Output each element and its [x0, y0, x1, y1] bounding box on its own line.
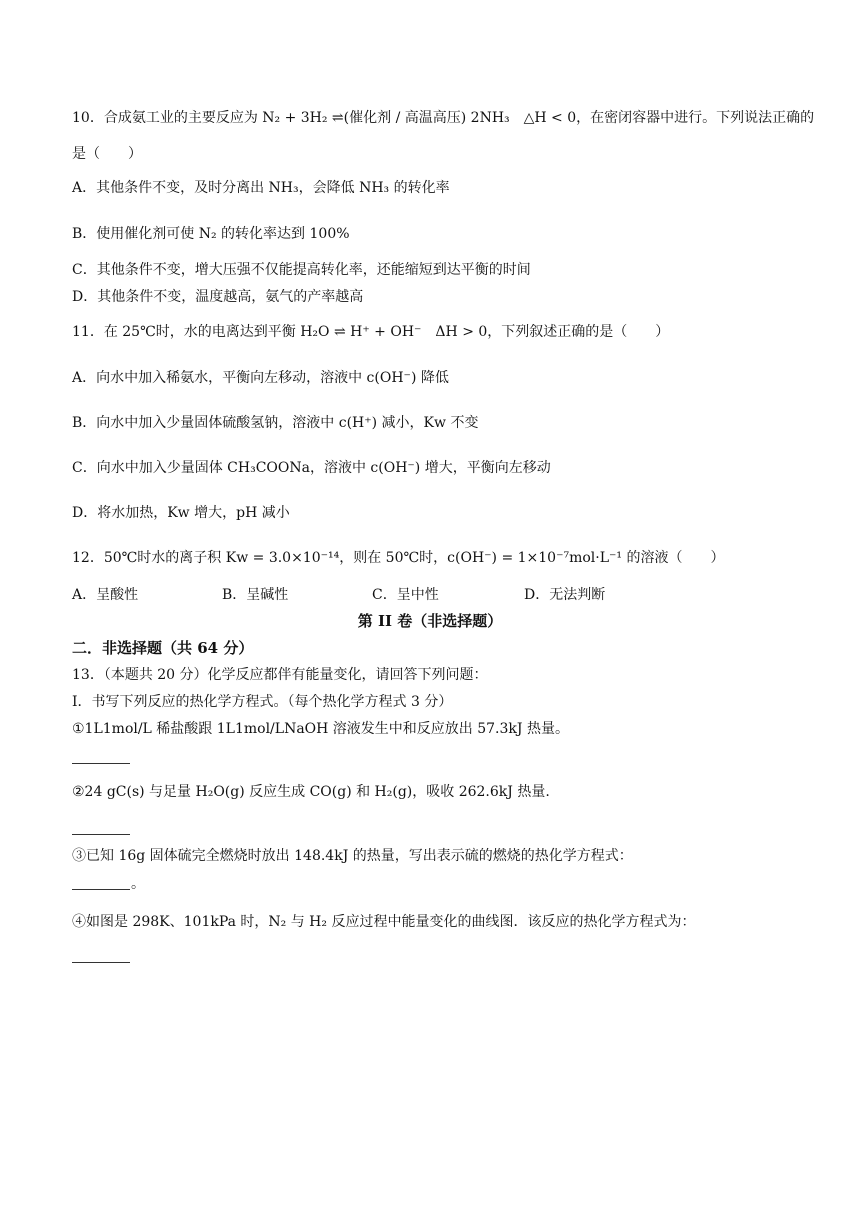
- q11-option-c: C．向水中加入少量固体 CH₃COONa，溶液中 c(OH⁻) 增大，平衡向左移动: [72, 460, 551, 476]
- q13-item4: ④如图是 298K、101kPa 时，N₂ 与 H₂ 反应过程中能量变化的曲线图．该反应的热化学方程式为：: [72, 914, 696, 930]
- answer-blank-4: [72, 962, 130, 963]
- q11-stem: 11．在 25℃时，水的电离达到平衡 H₂O ⇌ H⁺ + OH⁻ ΔH > 0，下列叙述正确的是（ ）: [72, 324, 670, 340]
- section-heading: 二．非选择题（共 64 分）: [72, 639, 254, 657]
- q12-stem: 12．50℃时水的离子积 Kw = 3.0×10⁻¹⁴，则在 50℃时，c(OH⁻) = 1×10⁻⁷mol·L⁻¹ 的溶液（ ）: [72, 550, 725, 566]
- q13-stem: 13．（本题共 20 分）化学反应都伴有能量变化，请回答下列问题：: [72, 667, 488, 683]
- q13-part1-instruction: I．书写下列反应的热化学方程式。（每个热化学方程式 3 分）: [72, 694, 453, 710]
- q13-item3-period: 。: [131, 876, 145, 892]
- q11-option-b: B．向水中加入少量固体硫酸氢钠，溶液中 c(H⁺) 减小，Kw 不变: [72, 415, 479, 431]
- q10-stem-line1: 10．合成氨工业的主要反应为 N₂ + 3H₂ ⇌(催化剂 / 高温高压) 2NH₃ △H < 0，在密闭容器中进行。下列说法正确的: [72, 110, 815, 126]
- q10-option-d: D．其他条件不变，温度越高，氨气的产率越高: [72, 289, 364, 305]
- q13-item3: ③已知 16g 固体硫完全燃烧时放出 148.4kJ 的热量，写出表示硫的燃烧的热化学方程式：: [72, 848, 633, 864]
- answer-blank-2: [72, 834, 130, 835]
- q13-item1: ①1L1mol/L 稀盐酸跟 1L1mol/LNaOH 溶液发生中和反应放出 57.3kJ 热量。: [72, 721, 569, 737]
- answer-blank-1: [72, 763, 130, 764]
- q12-option-d: D．无法判断: [524, 587, 606, 603]
- q10-stem-line2: 是（ ）: [72, 146, 142, 162]
- answer-blank-3: [72, 889, 130, 890]
- q12-option-c: C．呈中性: [372, 587, 439, 603]
- section-title: 第 II 卷（非选择题）: [357, 612, 503, 630]
- q13-item2: ②24 gC(s) 与足量 H₂O(g) 反应生成 CO(g) 和 H₂(g)，吸收 262.6kJ 热量.: [72, 784, 550, 800]
- q12-option-a: A．呈酸性: [72, 587, 139, 603]
- q11-option-d: D．将水加热，Kw 增大，pH 减小: [72, 505, 290, 521]
- q12-option-b: B．呈碱性: [222, 587, 289, 603]
- q10-option-a: A．其他条件不变，及时分离出 NH₃，会降低 NH₃ 的转化率: [72, 180, 450, 196]
- q10-option-c: C．其他条件不变，增大压强不仅能提高转化率，还能缩短到达平衡的时间: [72, 262, 531, 278]
- q11-option-a: A．向水中加入稀氨水，平衡向左移动，溶液中 c(OH⁻) 降低: [72, 370, 449, 386]
- q10-option-b: B．使用催化剂可使 N₂ 的转化率达到 100%: [72, 226, 350, 242]
